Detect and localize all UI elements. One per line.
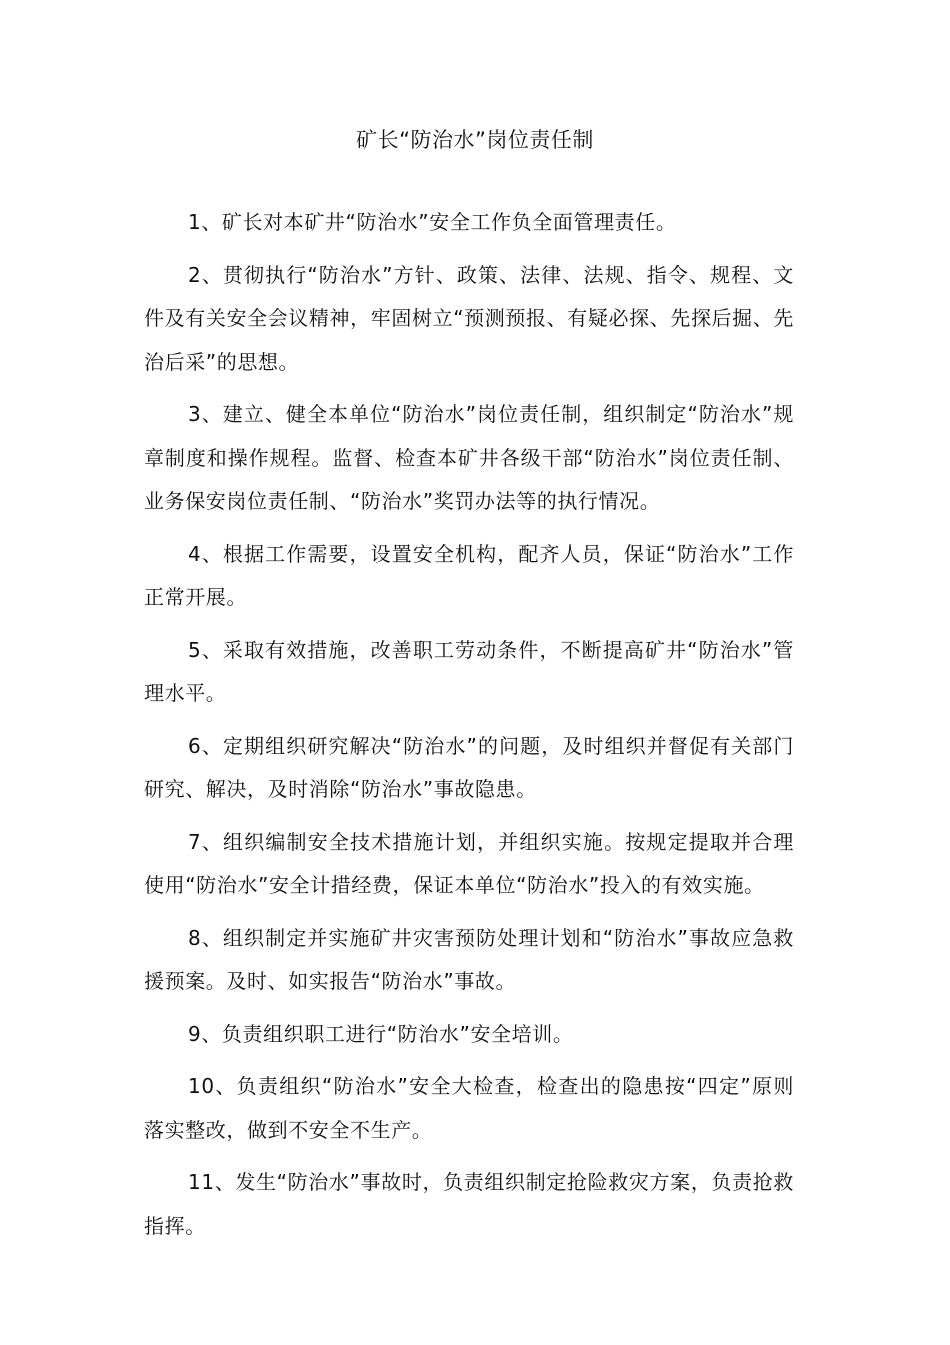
clause-9: 9、负责组织职工进行“防治水”安全培训。 — [188, 1021, 574, 1046]
clause-6: 6、定期组织研究解决“防治水”的问题，及时组织并督促有关部门研究、解决，及时消除“防治水”事故隐患。 — [144, 733, 794, 801]
clause-8: 8、组织制定并实施矿井灾害预防处理计划和“防治水”事故应急救援预案。及时、如实报告“防治水”事故。 — [144, 925, 794, 993]
clause-11: 11、发生“防治水”事故时，负责组织制定抢险救灾方案，负责抢救指挥。 — [144, 1170, 794, 1238]
clause-3: 3、建立、健全本单位“防治水”岗位责任制，组织制定“防治水”规章制度和操作规程。监督、检查本矿井各级干部“防治水”岗位责任制、业务保安岗位责任制、“防治水”奖罚办法等的执行情况。 — [144, 402, 794, 513]
clause-1: 1、矿长对本矿井“防治水”安全工作负全面管理责任。 — [188, 210, 677, 234]
clause-2: 2、贯彻执行“防治水”方针、政策、法律、法规、指令、规程、文件及有关安全会议精神，牢固树立“预测预报、有疑必探、先探后掘、先治后采”的思想。 — [144, 262, 794, 374]
clause-4: 4、根据工作需要，设置安全机构，配齐人员，保证“防治水”工作正常开展。 — [144, 541, 794, 609]
clause-7: 7、组织编制安全技术措施计划，并组织实施。按规定提取并合理使用“防治水”安全计措经费，保证本单位“防治水”投入的有效实施。 — [144, 829, 794, 897]
document-body — [144, 201, 794, 1257]
document-title: 矿长“防治水”岗位责任制 — [356, 128, 594, 152]
clause-10: 10、负责组织“防治水”安全大检查，检查出的隐患按“四定”原则落实整改，做到不安全不生产。 — [144, 1074, 794, 1142]
clause-5: 5、采取有效措施，改善职工劳动条件，不断提高矿井“防治水”管理水平。 — [144, 637, 794, 705]
